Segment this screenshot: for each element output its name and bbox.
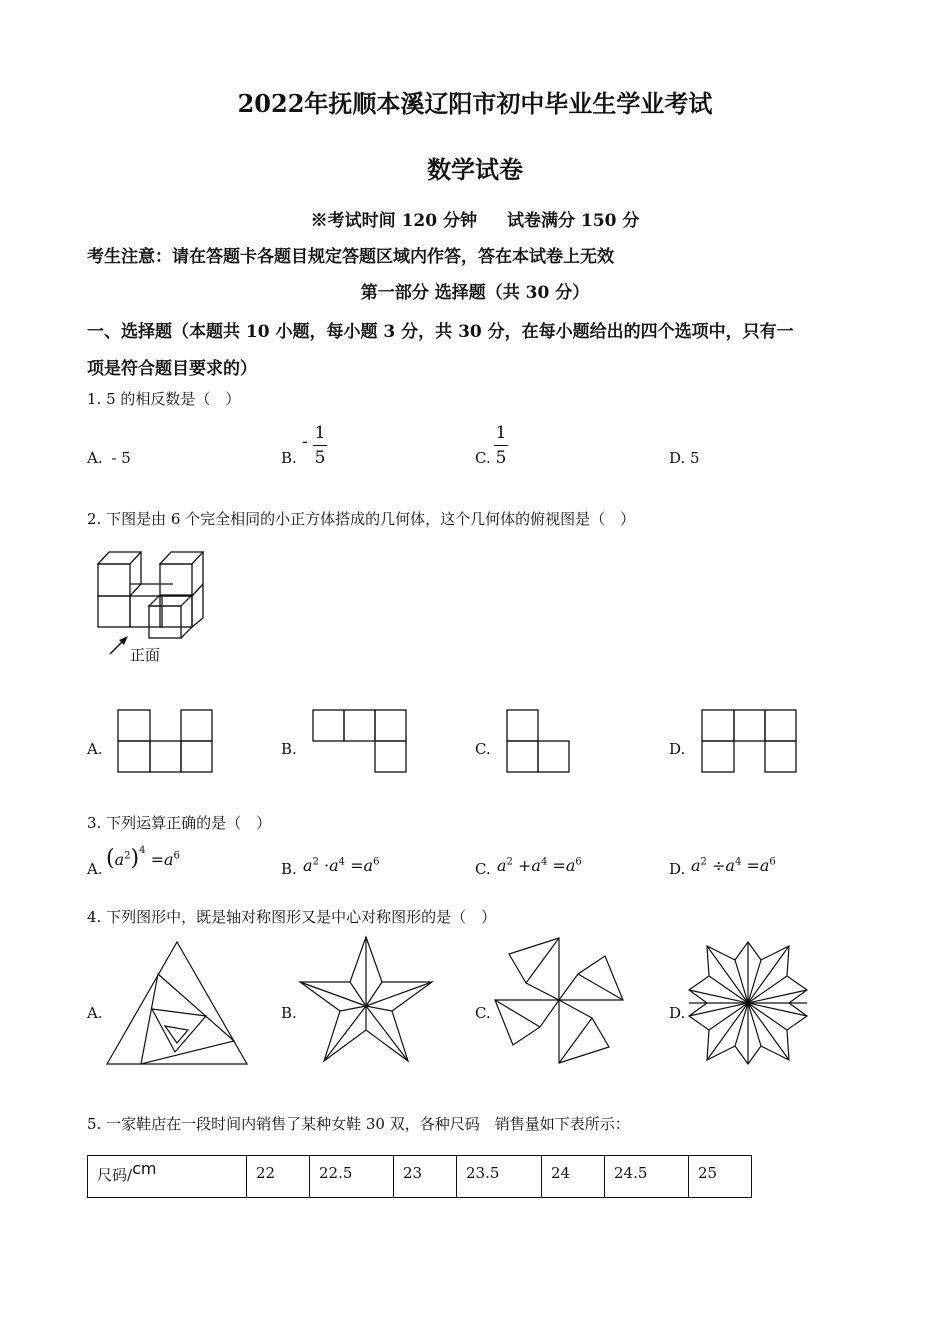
option-value: 5 bbox=[690, 449, 700, 467]
table-cell: 22 bbox=[247, 1156, 310, 1198]
q1-stem: 1. 5 的相反数是（ ） bbox=[87, 390, 241, 408]
table-cell: 23 bbox=[394, 1156, 457, 1198]
option-value: - 5 bbox=[111, 449, 131, 467]
time-info: ※考试时间 120 分钟 bbox=[310, 211, 477, 231]
notice: 考生注意：请在答题卡各题目规定答题区域内作答，答在本试卷上无效 bbox=[87, 247, 614, 267]
q1-option-b-fraction bbox=[313, 423, 327, 468]
q4-option-c-figure bbox=[493, 937, 625, 1067]
cube-figure bbox=[95, 548, 215, 648]
fraction-bar bbox=[313, 445, 327, 446]
exam-info bbox=[0, 206, 950, 231]
q1-option-b-label: B. bbox=[281, 449, 297, 467]
option-label: D. bbox=[669, 449, 686, 467]
front-arrow-icon bbox=[108, 634, 130, 656]
q3-option-a-expr: $(a^2)^4 =a^6$ bbox=[106, 844, 180, 871]
q2-option-c-figure bbox=[506, 709, 572, 774]
q2-option-b-figure bbox=[312, 709, 408, 774]
q3-option-c-label: C. bbox=[475, 860, 491, 878]
q3-option-d-expr: $a^2 \div a^4 =a^6$ bbox=[691, 856, 776, 875]
q1-option-d bbox=[669, 449, 700, 467]
q2-option-d-label: D. bbox=[669, 740, 686, 758]
q1-option-b-sign: - bbox=[302, 432, 308, 452]
q4-option-a-figure bbox=[105, 940, 249, 1066]
q2-option-c-label: C. bbox=[475, 740, 491, 758]
table-cell: 24 bbox=[542, 1156, 605, 1198]
q5-stem: 5. 一家鞋店在一段时间内销售了某种女鞋 30 双，各种尺码 销售量如下表所示： bbox=[87, 1115, 630, 1133]
q4-option-b-figure bbox=[298, 935, 434, 1065]
fraction-bar bbox=[494, 445, 508, 446]
table-cell: 23.5 bbox=[457, 1156, 542, 1198]
option-label: A. bbox=[87, 449, 103, 467]
size-table bbox=[87, 1155, 752, 1198]
q1-option-c-fraction bbox=[494, 423, 508, 468]
table-cell: 24.5 bbox=[605, 1156, 689, 1198]
q2-option-a-label: A. bbox=[87, 740, 103, 758]
q4-stem: 4. 下列图形中，既是轴对称图形又是中心对称图形的是（ ） bbox=[87, 908, 497, 926]
q4-option-b-label: B. bbox=[281, 1004, 297, 1022]
score-info: 试卷满分 150 分 bbox=[507, 211, 640, 231]
q3-option-a-label: A. bbox=[87, 860, 103, 878]
section-heading bbox=[87, 314, 857, 388]
q3-option-b-expr: $a^2 \cdot a^4 =a^6$ bbox=[303, 856, 380, 875]
numerator: 1 bbox=[314, 423, 326, 443]
table-row bbox=[88, 1156, 752, 1198]
section-line-1: 一、选择题（本题共 10 小题，每小题 3 分，共 30 分，在每小题给出的四个选项中，只有一 bbox=[87, 322, 794, 342]
table-cell: 22.5 bbox=[310, 1156, 394, 1198]
q2-option-b-label: B. bbox=[281, 740, 297, 758]
q4-option-d-label: D. bbox=[669, 1004, 686, 1022]
numerator: 1 bbox=[495, 423, 507, 443]
denominator: 5 bbox=[314, 448, 326, 468]
front-label: 正面 bbox=[130, 646, 161, 664]
q4-option-a-label: A. bbox=[87, 1004, 103, 1022]
header-unit: cm bbox=[132, 1159, 157, 1178]
part-title: 第一部分 选择题（共 30 分） bbox=[360, 283, 590, 303]
section-line-2: 项是符合题目要求的） bbox=[87, 359, 257, 379]
header-label: 尺码/ bbox=[97, 1166, 133, 1184]
q2-option-d-figure bbox=[701, 709, 798, 774]
q3-option-b-label: B. bbox=[281, 860, 297, 878]
q1-option-a bbox=[87, 449, 131, 467]
q4-option-d-figure bbox=[685, 940, 811, 1066]
q2-option-a-figure bbox=[117, 709, 214, 774]
denominator: 5 bbox=[495, 448, 507, 468]
q3-stem: 3. 下列运算正确的是（ ） bbox=[87, 814, 272, 832]
q3-option-c-expr: $a^2 +a^4 =a^6$ bbox=[497, 856, 582, 875]
table-header-cell bbox=[88, 1156, 247, 1198]
q3-option-d-label: D. bbox=[669, 860, 686, 878]
exam-subtitle: 数学试卷 bbox=[427, 155, 523, 184]
q4-option-c-label: C. bbox=[475, 1004, 491, 1022]
table-cell: 25 bbox=[689, 1156, 752, 1198]
q1-option-c-label: C. bbox=[475, 449, 491, 467]
q2-stem: 2. 下图是由 6 个完全相同的小正方体搭成的几何体，这个几何体的俯视图是（ ） bbox=[87, 510, 636, 528]
exam-title: 2022年抚顺本溪辽阳市初中毕业生学业考试 bbox=[237, 89, 713, 118]
